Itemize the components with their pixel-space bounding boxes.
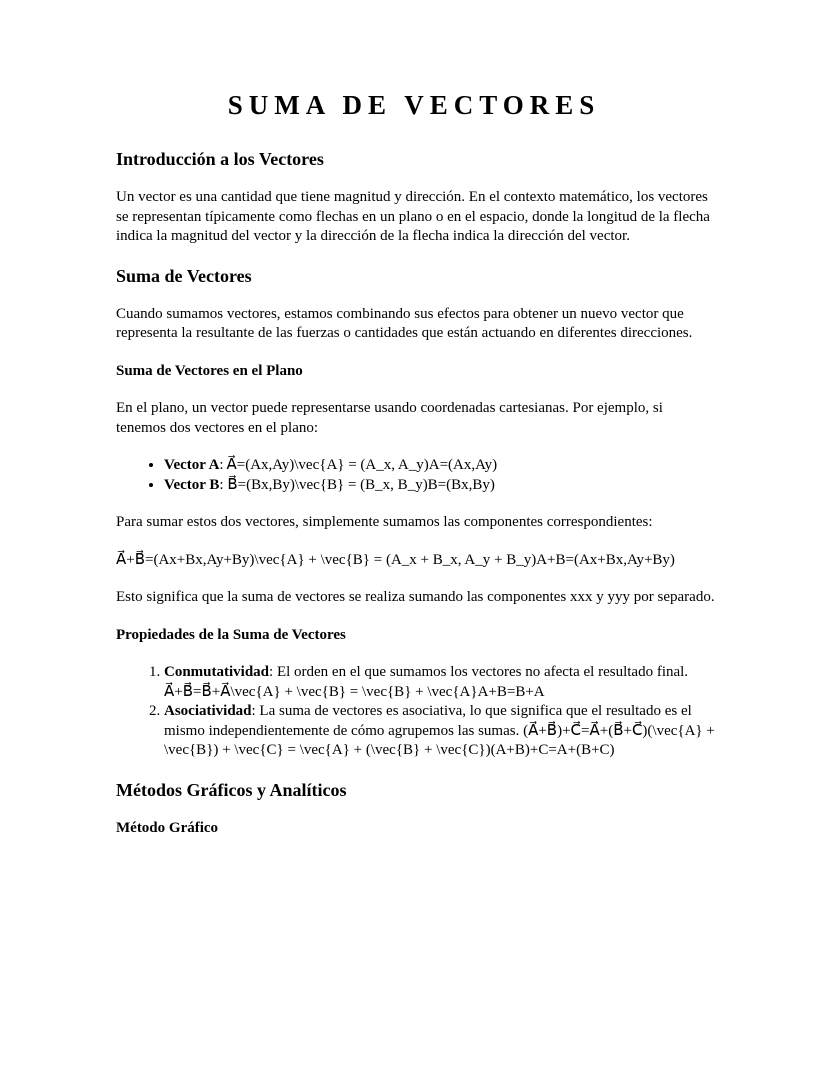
list-item-label: Conmutatividad xyxy=(164,664,270,680)
sum-note-paragraph: Esto significa que la suma de vectores se realiza sumando las componentes xxx y yyy por separado. xyxy=(116,589,715,605)
sum-formula: A⃗+B⃗=(Ax+Bx,Ay+By)\vec{A} + \vec{B} = (A_x + B_x, A_y + B_y)A+B=(Ax+Bx,Ay+By) xyxy=(116,551,675,568)
subsection-heading-propiedades: Propiedades de la Suma de Vectores xyxy=(116,626,346,643)
intro-paragraph: Un vector es una cantidad que tiene magnitud y dirección. En el contexto matemático, los vectores se representan típicamente como flechas en un plano o en el espacio, donde la longitud de la flecha indica la magnitud del vector y la dirección de la flecha indica la dirección del vector. xyxy=(116,189,710,244)
properties-list xyxy=(116,663,716,761)
vector-list xyxy=(116,456,716,495)
subsection-heading-metodo-grafico: Método Gráfico xyxy=(116,819,219,836)
section-heading-metodos: Métodos Gráficos y Analíticos xyxy=(116,779,347,800)
document-body xyxy=(116,142,716,856)
suma-paragraph: Cuando sumamos vectores, estamos combinando sus efectos para obtener un nuevo vector que representa la resultante de las fuerzas o cantidades que están actuando en diferentes direcciones. xyxy=(116,305,693,341)
section-heading-suma: Suma de Vectores xyxy=(116,265,252,286)
list-item-text: : La suma de vectores es asociativa, lo que significa que el resultado es el mismo independientemente de cómo agrupemos las sumas. (A⃗+B⃗)+C⃗=A⃗+(B⃗+C⃗)(\vec{A} + \vec{B}) + \vec{C} = \vec{A} + (\vec{B} + \vec{C})(A+B)+C=A+(B+C) xyxy=(164,703,715,758)
plano-paragraph: En el plano, un vector puede representarse usando coordenadas cartesianas. Por ejemplo, si tenemos dos vectores en el plano: xyxy=(116,400,663,436)
sum-intro-paragraph: Para sumar estos dos vectores, simplemente sumamos las componentes correspondientes: xyxy=(116,514,653,530)
section-heading-intro: Introducción a los Vectores xyxy=(116,149,324,169)
page-title: SUMA DE VECTORES xyxy=(227,90,601,120)
list-item-text: : B⃗=(Bx,By)\vec{B} = (B_x, B_y)B=(Bx,By) xyxy=(219,476,495,493)
list-item-label: Vector B xyxy=(164,476,220,493)
list-item-text: : El orden en el que sumamos los vectores no afecta el resultado final. A⃗+B⃗=B⃗+A⃗\vec{A} + \vec{B} = \vec{B} + \vec{A}A+B=B+A xyxy=(164,664,689,700)
list-item xyxy=(164,456,716,476)
list-item xyxy=(164,663,716,702)
list-item xyxy=(164,476,716,496)
list-item-label: Asociatividad xyxy=(164,703,252,719)
subsection-heading-plano: Suma de Vectores en el Plano xyxy=(116,362,303,379)
list-item xyxy=(164,702,716,761)
list-item-text: : A⃗=(Ax,Ay)\vec{A} = (A_x, A_y)A=(Ax,Ay) xyxy=(219,457,498,473)
list-item-label: Vector A xyxy=(164,457,220,473)
